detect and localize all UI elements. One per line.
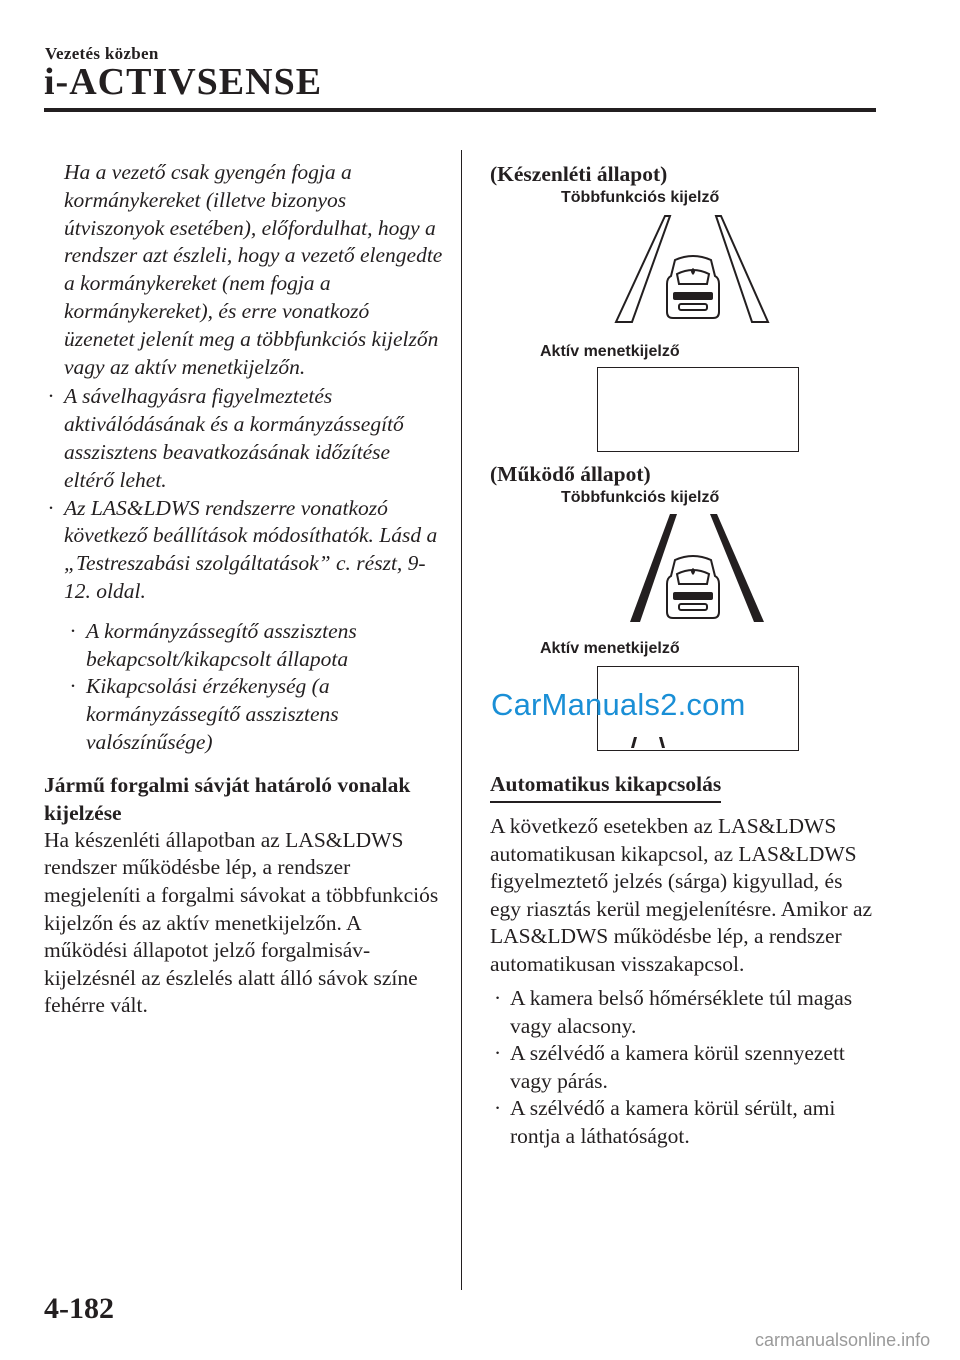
intro-paragraph: Ha a vezető csak gyengén fogja a kormánykereket (illetve bizonyos útviszonyok esetében), előfordulhat, hogy a rendszer azt észleli, hogy a vezető elengedte a kormánykereket (nem fogja a kormánykereket), és erre vonatkozó üzenetet jelenít meg a többfunkciós kijelzőn vagy az aktív menetkijelzőn. (64, 160, 443, 379)
list-item (44, 495, 444, 606)
auto-deactivation-heading: Automatikus kikapcsolás (490, 770, 721, 803)
list-item (66, 618, 444, 674)
car-icon (667, 256, 719, 318)
auto-heading-wrap (490, 770, 721, 803)
mfd-standby-illustration (608, 210, 778, 330)
bullet-dot: · (70, 618, 76, 643)
page-title: i-ACTIVSENSE (44, 61, 323, 103)
bullet-text: A szélvédő a kamera körül szennyezett vagy párás. (510, 1041, 845, 1093)
mfd-label-active: Többfunkciós kijelző (561, 489, 720, 506)
list-item (66, 673, 444, 756)
bullet-text: A sávelhagyásra figyelmeztetés aktiválódásának és a kormányzássegítő asszisztens beavatkozásának időzítése eltérő lehet. (64, 384, 404, 492)
ahud-label-active: Aktív menetkijelző (540, 640, 680, 657)
bullet-dot: · (48, 384, 54, 409)
bullet-text: A kormányzássegítő asszisztens bekapcsolt/kikapcsolt állapota (86, 618, 357, 671)
ahud-standby-screen (597, 367, 799, 452)
lane-display-heading: Jármű forgalmi sávját határoló vonalak kijelzése (44, 772, 411, 825)
list-item (490, 985, 875, 1040)
bullet-dot: · (48, 495, 54, 520)
bullet-text: A kamera belső hőmérséklete túl magas vagy alacsony. (510, 986, 853, 1038)
car-icon (667, 556, 719, 618)
lane-display-text: Ha készenléti állapotban az LAS&LDWS rendszer működésbe lép, a rendszer megjeleníti a forgalmi sávokat a többfunkciós kijelzőn és az aktív menetkijelzőn. A működési állapotot jelző forgalmisáv-kijelzésnél az észlelés alatt álló sávok színe fehérre vált. (44, 827, 439, 1018)
bullet-dot: · (70, 674, 76, 699)
sub-list (44, 618, 444, 757)
bullet-text: Az LAS&LDWS rendszerre vonatkozó következő beállítások módosíthatók. Lásd a „Testreszabási szolgáltatások” c. részt, 9-12. oldal. (64, 495, 438, 603)
bullet-dot: · (494, 986, 502, 1010)
active-heading: (Működő állapot) (490, 462, 651, 486)
ahud-label-standby: Aktív menetkijelző (540, 343, 680, 360)
bullet-dot: · (494, 1041, 502, 1066)
title-rule (44, 108, 876, 112)
list-item (490, 1040, 875, 1095)
bullet-text: A szélvédő a kamera körül sérült, ami rontja a láthatóságot. (510, 1096, 836, 1148)
bullet-dot: · (494, 1096, 502, 1121)
standby-heading: (Készenléti állapot) (490, 162, 668, 186)
list-item (44, 383, 444, 494)
section-label: Vezetés közben (45, 44, 159, 63)
watermark: CarManuals2.com (491, 687, 746, 722)
mfd-active-illustration (608, 510, 778, 630)
footer-watermark: carmanualsonline.info (755, 1330, 931, 1350)
page-number: 4-182 (44, 1292, 114, 1325)
auto-deactivation-text: A következő esetekben az LAS&LDWS automatikusan kikapcsol, az LAS&LDWS figyelmeztető jelzés (sárga) kigyullad, és egy riasztás kerül megjelenítésre. Amikor az LAS&LDWS működésbe lép, a rendszer automatikusan visszakapcsol. (490, 814, 873, 976)
left-column (44, 159, 444, 1020)
column-divider (461, 150, 462, 1290)
auto-bullet-list (490, 985, 875, 1151)
list-item (490, 1095, 875, 1150)
bullet-text: Kikapcsolási érzékenység (a kormányzássegítő asszisztens valószínűsége) (86, 674, 339, 754)
mfd-label-standby: Többfunkciós kijelző (561, 189, 720, 206)
